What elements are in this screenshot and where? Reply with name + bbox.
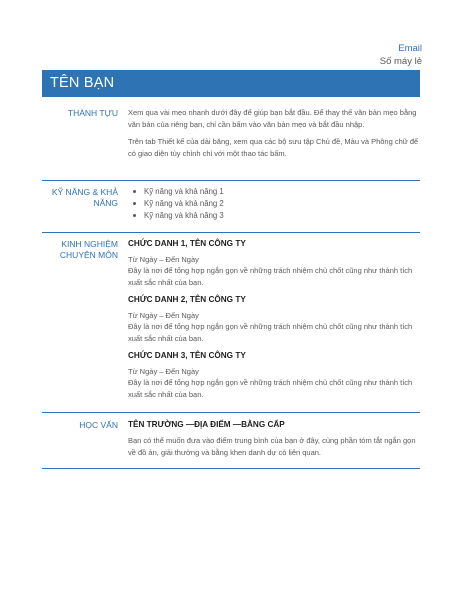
experience-section [42, 238, 420, 408]
job-title: CHỨC DANH 2, TÊN CÔNG TY [128, 295, 246, 304]
skill-item: Kỹ năng và khả năng 1 [144, 186, 420, 198]
skills-section [42, 186, 420, 226]
job-entry [128, 294, 420, 344]
experience-label: KINH NGHIỆM CHUYÊN MÔN [59, 239, 118, 260]
job-title: CHỨC DANH 1, TÊN CÔNG TY [128, 239, 246, 248]
section-divider [42, 180, 420, 181]
section-divider [42, 232, 420, 233]
job-title: CHỨC DANH 3, TÊN CÔNG TY [128, 351, 246, 360]
job-entry [128, 350, 420, 400]
section-divider [42, 412, 420, 413]
achievements-paragraph: Xem qua vài mẹo nhanh dưới đây để giúp bạn bắt đầu. Để thay thế văn bản mẹo bằng văn bản của riêng bạn, chỉ cần bấm vào văn bản mẹo và bắt đầu nhập. [128, 108, 417, 129]
education-body [128, 419, 420, 458]
skills-list [128, 186, 420, 222]
contact-email[interactable]: Email [398, 43, 422, 54]
skill-item: Kỹ năng và khả năng 2 [144, 198, 420, 210]
name-banner [42, 70, 420, 97]
job-entry [128, 238, 420, 288]
achievements-label: THÀNH TỰU [67, 108, 118, 118]
job-dates: Từ Ngày – Đến Ngày [128, 311, 199, 320]
resume-name: TÊN BẠN [50, 75, 115, 91]
skills-label: KỸ NĂNG & KHẢ NĂNG [51, 187, 118, 208]
education-section [42, 419, 420, 464]
job-description: Đây là nơi để tổng hợp ngắn gọn về những trách nhiệm chủ chốt cũng như thành tích xuất sắc nhất của bạn. [128, 322, 413, 343]
job-dates: Từ Ngày – Đến Ngày [128, 367, 199, 376]
skill-item: Kỹ năng và khả năng 3 [144, 210, 420, 222]
skills-body [128, 186, 420, 222]
job-description: Đây là nơi để tổng hợp ngắn gọn về những trách nhiệm chủ chốt cũng như thành tích xuất sắc nhất của bạn. [128, 266, 413, 287]
job-dates: Từ Ngày – Đến Ngày [128, 255, 199, 264]
education-label: HỌC VẤN [79, 420, 118, 430]
contact-phone: Số máy lẻ [379, 56, 422, 67]
achievements-section [42, 107, 420, 175]
achievements-body [128, 107, 420, 165]
contact-info [380, 42, 422, 68]
achievements-paragraph: Trên tab Thiết kế của dải băng, xem qua các bộ sưu tập Chủ đề, Màu và Phông chữ để có giao diện tùy chỉnh chỉ với một thao tác bấm. [128, 137, 419, 158]
education-heading: TÊN TRƯỜNG —ĐỊA ĐIỂM —BẰNG CẤP [128, 420, 285, 429]
experience-body [128, 238, 420, 406]
job-description: Đây là nơi để tổng hợp ngắn gọn về những trách nhiệm chủ chốt cũng như thành tích xuất sắc nhất của bạn. [128, 378, 413, 399]
education-description: Bạn có thể muốn đưa vào điểm trung bình của bạn ở đây, cùng phần tóm tắt ngắn gọn về đồ án, giải thưởng và bằng khen danh dự có liên quan. [128, 436, 416, 457]
section-divider [42, 468, 420, 469]
